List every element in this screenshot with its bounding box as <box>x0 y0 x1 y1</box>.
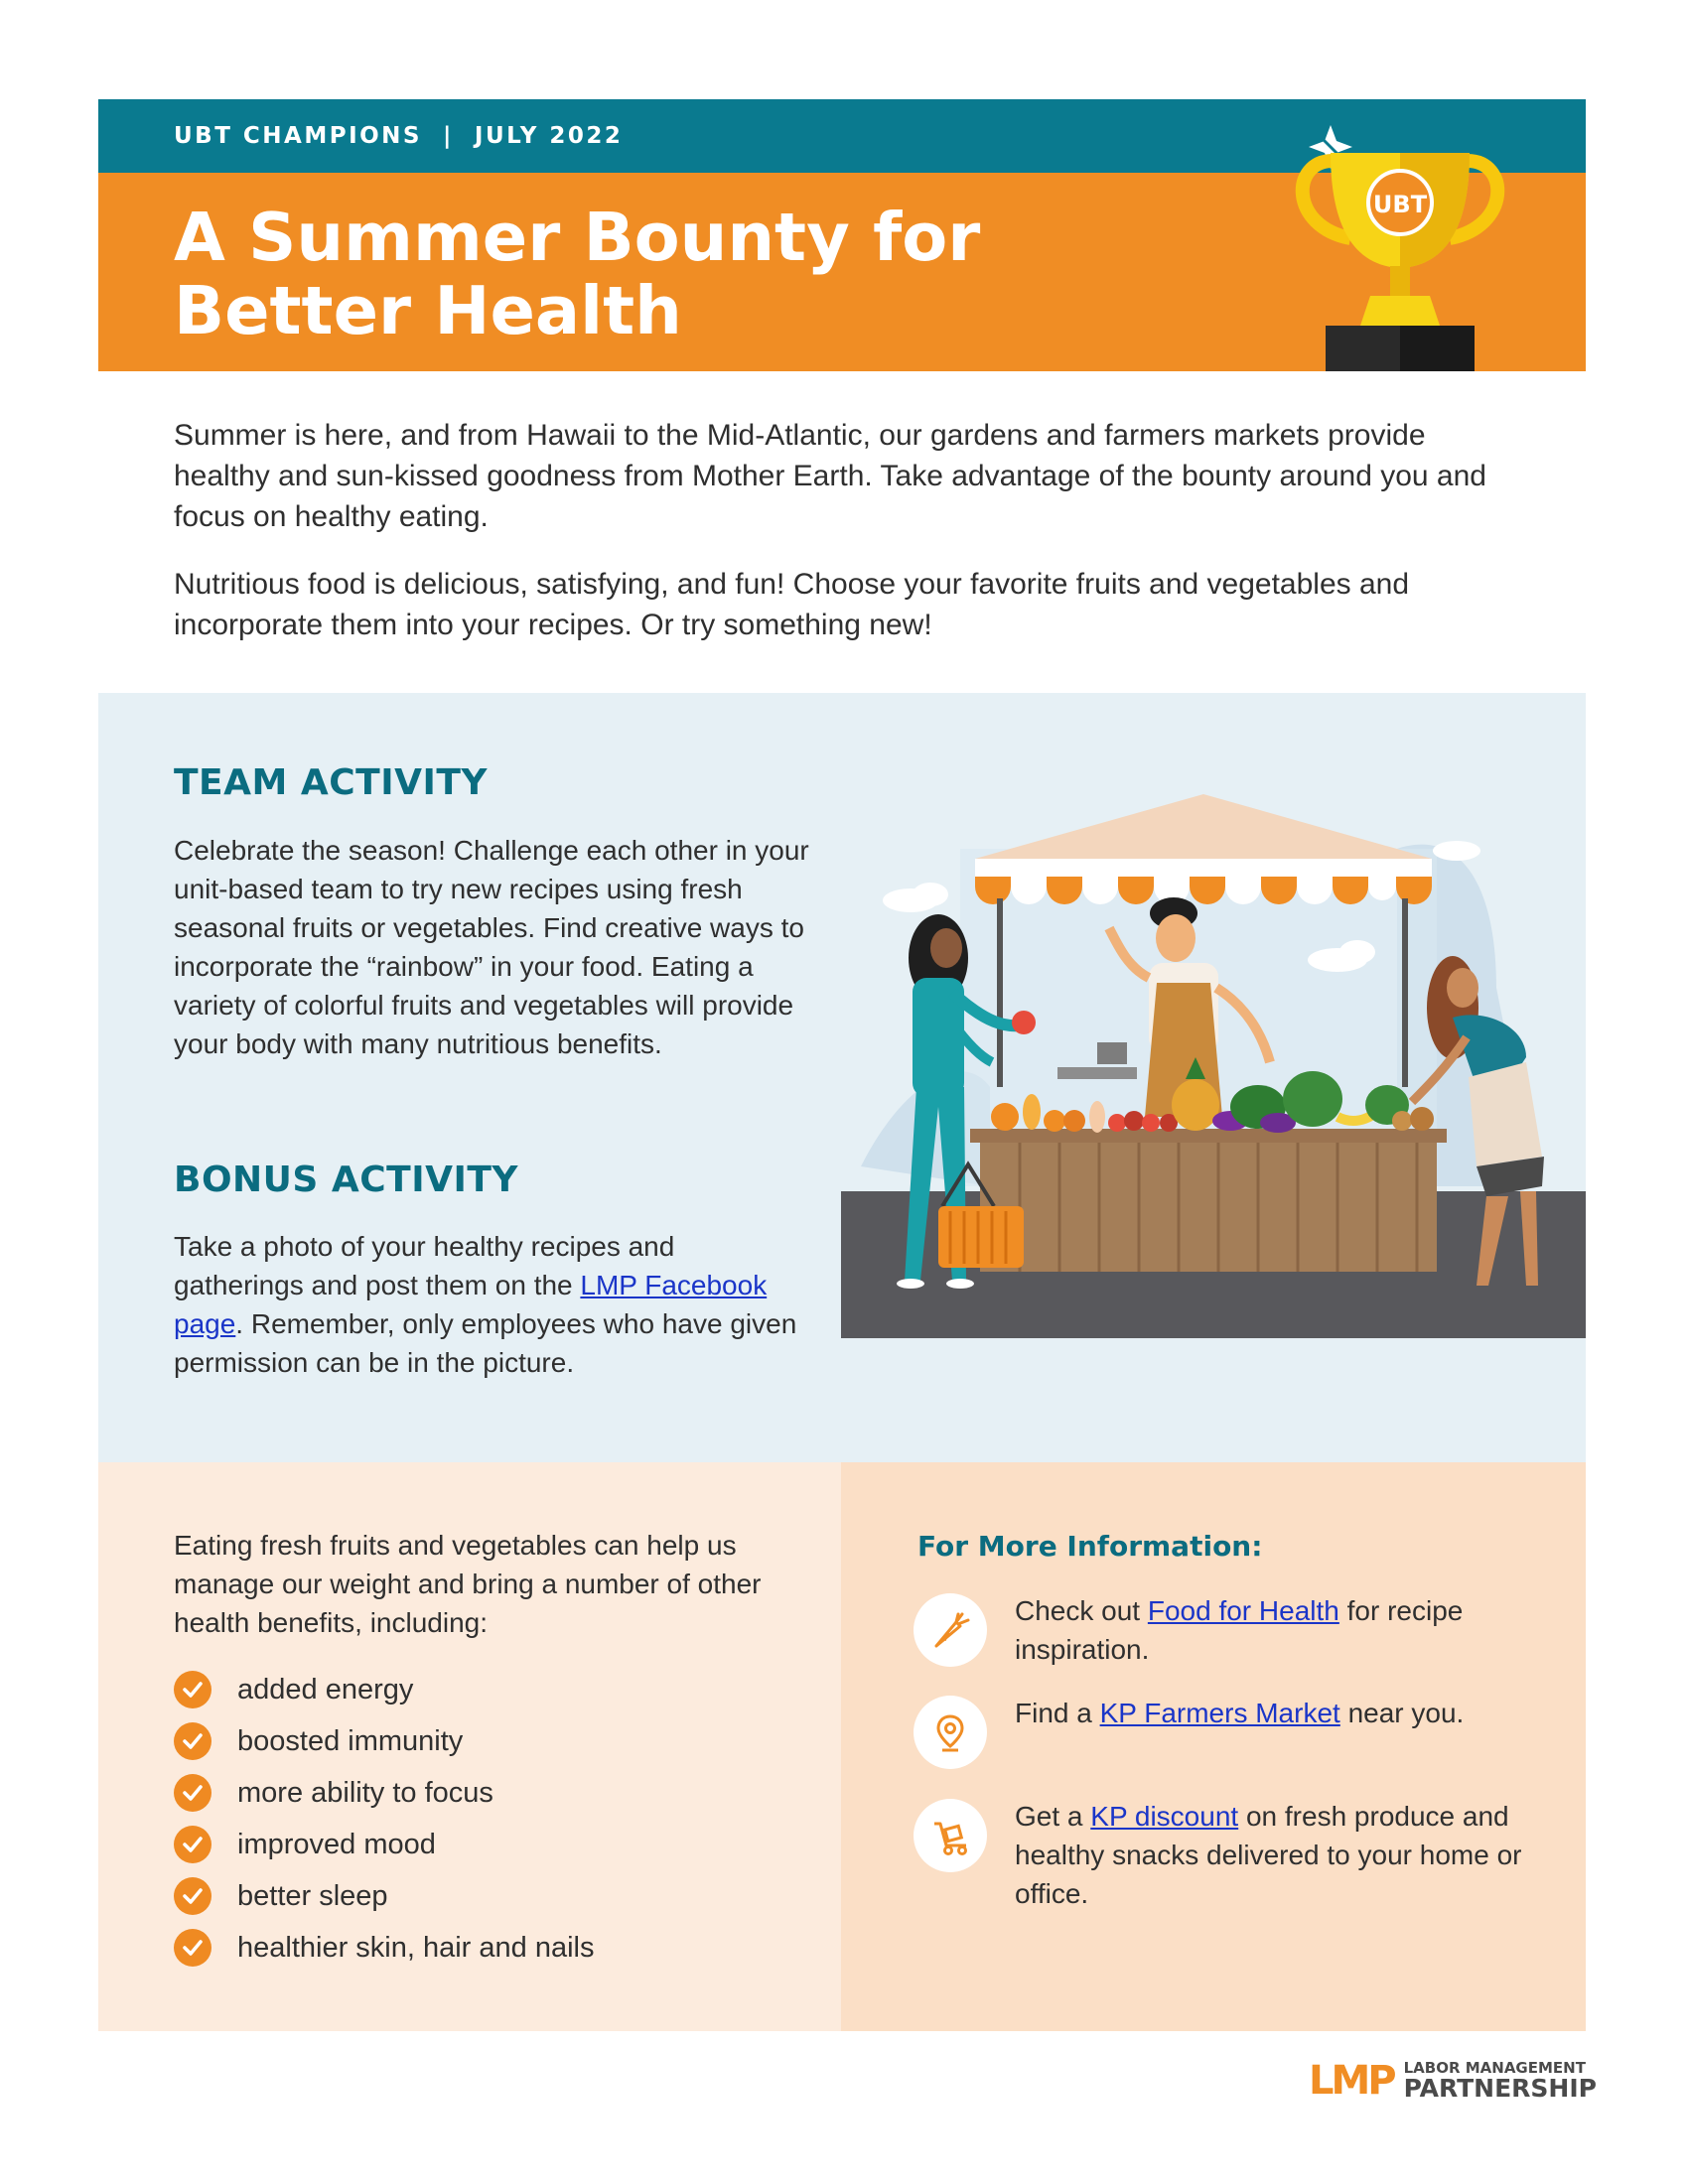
more-info-link[interactable]: Food for Health <box>1147 1595 1339 1626</box>
header-kicker: UBT CHAMPIONS | JULY 2022 <box>174 123 624 149</box>
more-info-heading: For More Information: <box>917 1530 1263 1563</box>
farmers-market-illustration <box>841 789 1586 1338</box>
delivery-dolly-icon <box>914 1799 987 1872</box>
lmp-logo-mark: LMP <box>1309 2058 1394 2104</box>
intro-paragraph-2: Nutritious food is delicious, satisfying, and fun! Choose your favorite fruits and vegetables and incorporate them into your recipes. Or try something new! <box>174 568 1410 641</box>
benefit-item <box>174 1773 493 1813</box>
title-line-1: A Summer Bounty for <box>174 199 981 276</box>
bonus-body-after: . Remember, only employees who have given permission can be in the picture. <box>174 1308 797 1378</box>
benefit-item <box>174 1670 413 1709</box>
benefit-item <box>174 1825 436 1864</box>
more-info-item <box>1015 1694 1531 1732</box>
checkmark-icon <box>174 1722 211 1760</box>
lmp-facebook-link[interactable]: LMP Facebook page <box>174 1270 768 1339</box>
benefit-item <box>174 1928 594 1968</box>
intro-paragraph-1: Summer is here, and from Hawaii to the Mid-Atlantic, our gardens and farmers markets provide healthy and sun-kissed goodness from Mother Earth. Take advantage of the bounty around you and focus on healthy eating. <box>174 419 1486 533</box>
checkmark-icon <box>174 1929 211 1967</box>
lmp-logo-big-text: PARTNERSHIP <box>1403 2074 1597 2103</box>
lmp-logo-small-text: LABOR MANAGEMENT <box>1403 2059 1586 2077</box>
location-pin-icon <box>914 1696 987 1769</box>
more-info-text-after: for recipe inspiration. <box>1015 1595 1464 1665</box>
benefit-item <box>174 1876 388 1916</box>
trophy-label: UBT <box>1372 191 1428 218</box>
more-info-text-before: Check out <box>1015 1595 1148 1626</box>
bonus-body-before: Take a photo of your healthy recipes and gatherings and post them on the <box>174 1231 675 1300</box>
benefit-label: more ability to focus <box>237 1776 493 1809</box>
bonus-activity-heading: BONUS ACTIVITY <box>174 1160 518 1200</box>
team-activity-body: Celebrate the season! Challenge each other in your unit-based team to try new recipes using fresh seasonal fruits or vegetables. Find creative ways to incorporate the “rainbow” in your food. Eating a variety of colorful fruits and vegetables will provide your body with many nutritious benefits. <box>174 835 809 1059</box>
team-activity-heading: TEAM ACTIVITY <box>174 762 488 803</box>
lmp-logo <box>1309 2057 1597 2105</box>
benefit-label: added energy <box>237 1673 414 1706</box>
benefit-label: healthier skin, hair and nails <box>237 1931 595 1964</box>
more-info-link[interactable]: KP discount <box>1090 1801 1239 1832</box>
checkmark-icon <box>174 1826 211 1863</box>
more-info-item <box>1015 1591 1531 1669</box>
more-info-text-after: on fresh produce and healthy snacks delivered to your home or office. <box>1015 1801 1522 1909</box>
benefit-item <box>174 1721 463 1761</box>
benefits-intro: Eating fresh fruits and vegetables can help us manage our weight and bring a number of other health benefits, including: <box>174 1530 762 1638</box>
more-info-text-after: near you. <box>1339 1698 1465 1728</box>
benefit-label: boosted immunity <box>237 1724 464 1757</box>
benefit-label: improved mood <box>237 1828 436 1860</box>
bonus-activity-body <box>174 1227 809 1382</box>
more-info-text-before: Get a <box>1015 1801 1091 1832</box>
checkmark-icon <box>174 1671 211 1708</box>
benefit-label: better sleep <box>237 1879 388 1912</box>
carrot-icon <box>914 1593 987 1667</box>
more-info-link[interactable]: KP Farmers Market <box>1099 1698 1340 1728</box>
more-info-item <box>1015 1797 1531 1913</box>
page-title <box>174 201 1167 347</box>
checkmark-icon <box>174 1877 211 1915</box>
checkmark-icon <box>174 1774 211 1812</box>
more-info-text-before: Find a <box>1015 1698 1100 1728</box>
trophy-icon <box>1281 117 1519 373</box>
title-line-2: Better Health <box>174 272 682 349</box>
